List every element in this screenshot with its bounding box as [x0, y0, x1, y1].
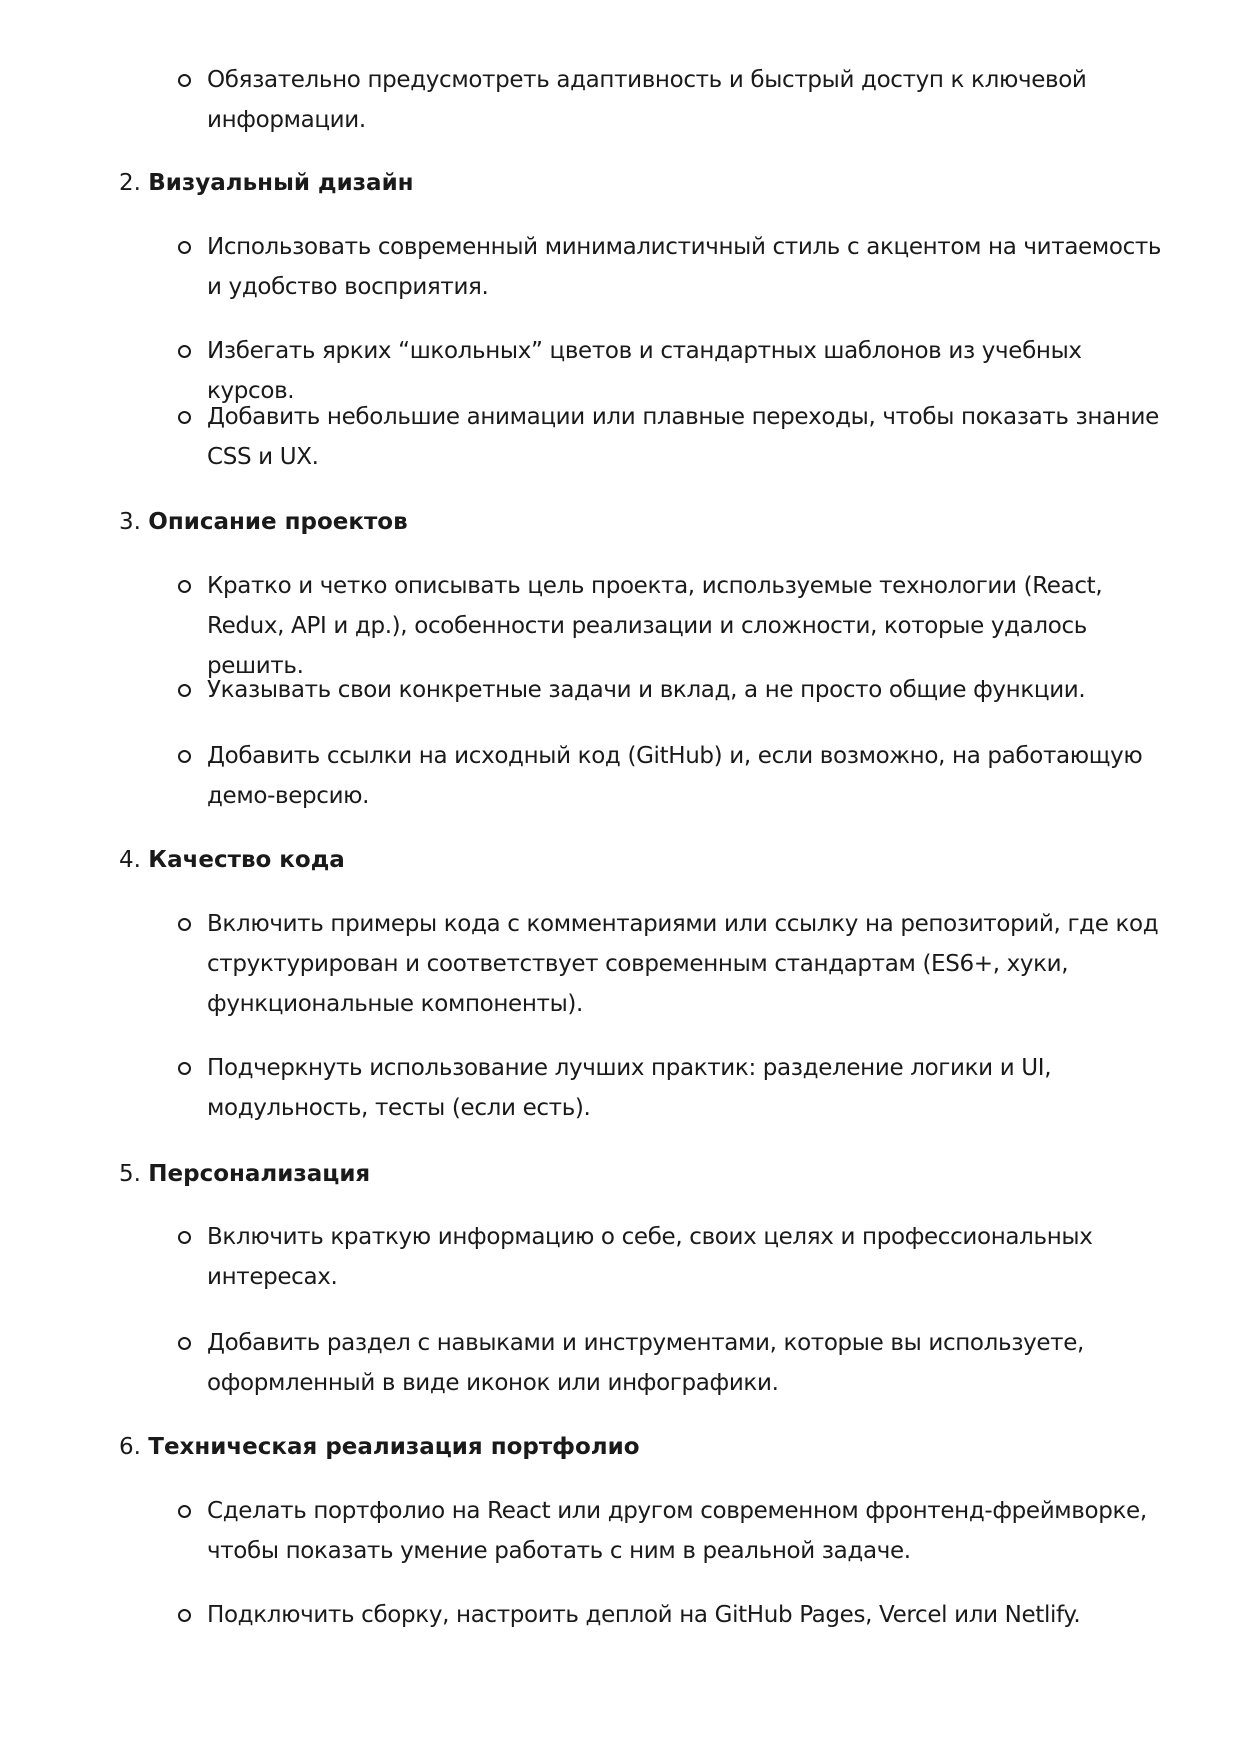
- list-item-text: Указывать свои конкретные задачи и вклад, а не просто общие функции.: [207, 677, 1086, 703]
- section-heading: [119, 1427, 640, 1467]
- section-heading: [119, 840, 345, 880]
- list-item-text: Включить краткую информацию о себе, своих целях и профессиональных интересах.: [207, 1224, 1093, 1290]
- list-item-text: Подчеркнуть использование лучших практик: разделение логики и UI, модульность, тесты (если есть).: [207, 1055, 1052, 1121]
- circle-bullet-icon: [178, 684, 191, 697]
- list-item-text: Сделать портфолио на React или другом современном фронтенд-фреймворке, чтобы показать умение работать с ним в реальной задаче.: [207, 1498, 1147, 1564]
- section-title: Техническая реализация портфолио: [148, 1434, 640, 1460]
- section-number: 5.: [119, 1161, 141, 1187]
- list-item-text: Подключить сборку, настроить деплой на GitHub Pages, Vercel или Netlify.: [207, 1602, 1081, 1628]
- section-title: Визуальный дизайн: [148, 170, 414, 196]
- section-number: 2.: [119, 170, 141, 196]
- circle-bullet-icon: [178, 74, 191, 87]
- circle-bullet-icon: [178, 580, 191, 593]
- circle-bullet-icon: [178, 1231, 191, 1244]
- circle-bullet-icon: [178, 241, 191, 254]
- list-item-text: Использовать современный минималистичный стиль с акцентом на читаемость и удобство восприятия.: [207, 234, 1162, 300]
- circle-bullet-icon: [178, 750, 191, 763]
- section-title: Качество кода: [148, 847, 345, 873]
- circle-bullet-icon: [178, 1062, 191, 1075]
- circle-bullet-icon: [178, 1505, 191, 1518]
- section-title: Описание проектов: [148, 509, 408, 535]
- list-item-text: Обязательно предусмотреть адаптивность и быстрый доступ к ключевой информации.: [207, 67, 1087, 133]
- circle-bullet-icon: [178, 345, 191, 358]
- circle-bullet-icon: [178, 411, 191, 424]
- section-heading: [119, 502, 408, 542]
- list-item-text: Включить примеры кода с комментариями или ссылку на репозиторий, где код структурирован и соответствует современным стандартам (ES6+, хуки, функциональные компоненты).: [207, 911, 1159, 1017]
- section-heading: [119, 1154, 370, 1194]
- section-title: Персонализация: [148, 1161, 371, 1187]
- list-item-text: Избегать ярких “школьных” цветов и стандартных шаблонов из учебных курсов.: [207, 338, 1082, 404]
- circle-bullet-icon: [178, 918, 191, 931]
- section-heading: [119, 163, 414, 203]
- list-item-text: Добавить небольшие анимации или плавные переходы, чтобы показать знание CSS и UX.: [207, 404, 1159, 470]
- list-item-text: Кратко и четко описывать цель проекта, используемые технологии (React, Redux, API и др.), особенности реализации и сложности, которые удалось решить.: [207, 573, 1103, 679]
- circle-bullet-icon: [178, 1337, 191, 1350]
- section-number: 6.: [119, 1434, 141, 1460]
- section-number: 4.: [119, 847, 141, 873]
- list-item-text: Добавить раздел с навыками и инструментами, которые вы используете, оформленный в виде иконок или инфографики.: [207, 1330, 1084, 1396]
- circle-bullet-icon: [178, 1609, 191, 1622]
- list-item-text: Добавить ссылки на исходный код (GitHub) и, если возможно, на работающую демо-версию.: [207, 743, 1143, 809]
- section-number: 3.: [119, 509, 141, 535]
